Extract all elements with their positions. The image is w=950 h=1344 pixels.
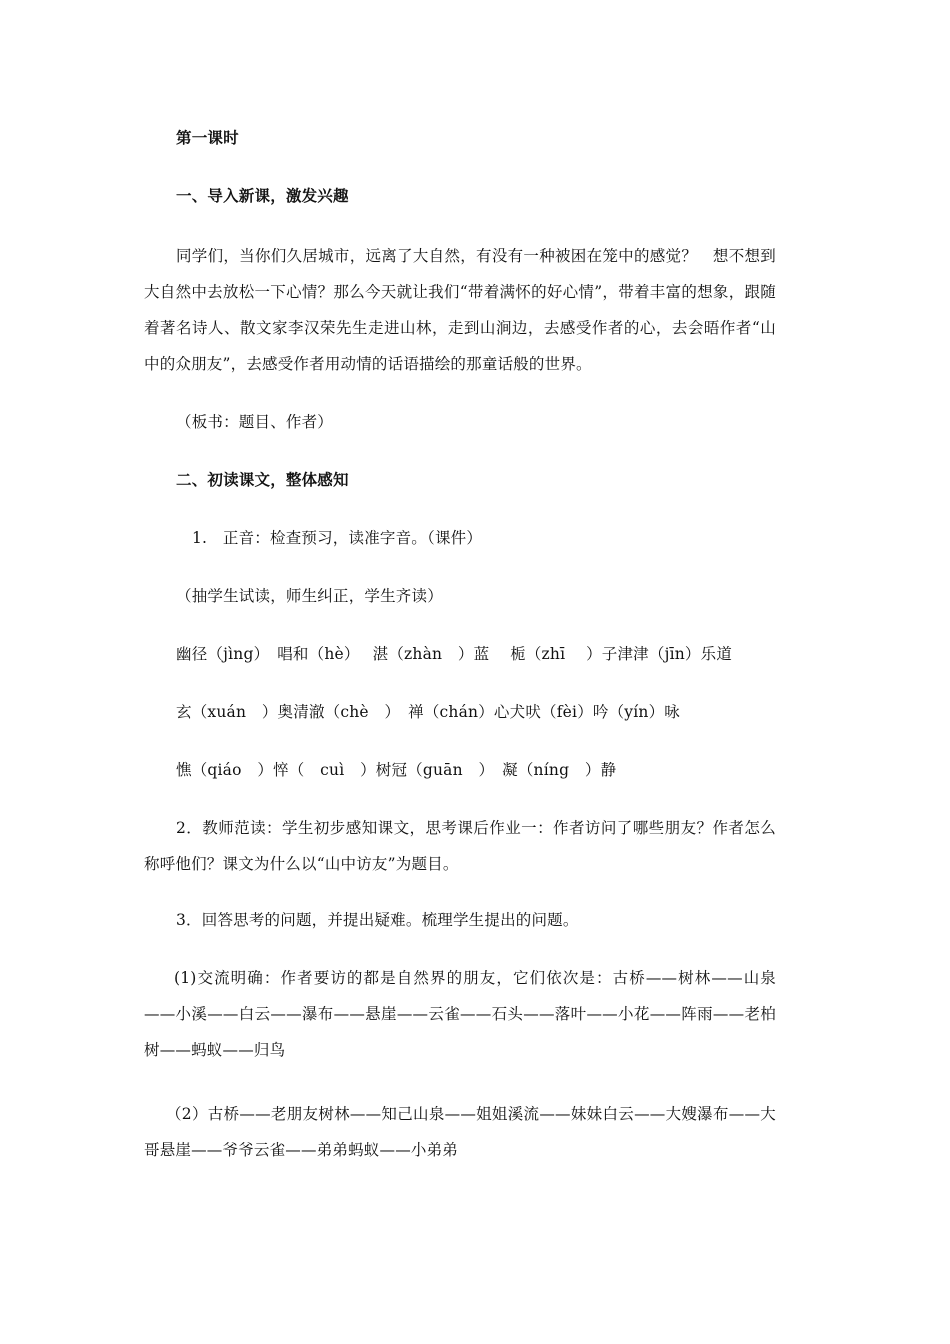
answer-2-friend-names: （2）古桥——老朋友树林——知己山泉——姐姐溪流——妹妹白云——大嫂瀑布——大哥悬崖——爷爷云雀——弟弟蚂蚁——小弟弟: [144, 1105, 776, 1159]
section-heading-1: 一、导入新课，激发兴趣: [176, 186, 349, 205]
step-3-questions: 3．回答思考的问题，并提出疑难。梳理学生提出的问题。: [176, 911, 579, 929]
step-1-note: （抽学生试读，师生纠正，学生齐读）: [176, 587, 443, 605]
answer-1-friends-list: (1)交流明确：作者要访的都是自然界的朋友，它们依次是：古桥——树林——山泉——小溪——白云——瀑布——悬崖——云雀——石头——落叶——小花——阵雨——老柏树——蚂蚁——归鸟: [144, 969, 776, 1059]
step-1-pronunciation: 1. 正音：检查预习，读准字音。（课件）: [192, 529, 483, 547]
lesson-title: 第一课时: [176, 128, 239, 147]
step-2-reading: 2．教师范读：学生初步感知课文，思考课后作业一：作者访问了哪些朋友？作者怎么称呼他们？课文为什么以“山中访友”为题目。: [144, 819, 776, 873]
pinyin-row-2: 玄（xuán ）奥清澈（chè ） 禅（chán）心犬吠（fèi）吟（yín）咏: [176, 703, 680, 721]
section-heading-2: 二、初读课文，整体感知: [176, 470, 349, 489]
pinyin-row-3: 憔（qiáo ）悴（ cuì ）树冠（guān ） 凝（níng ）静: [176, 761, 617, 779]
intro-paragraph: 同学们，当你们久居城市，远离了大自然，有没有一种被困在笼中的感觉？ 想不想到大自然中去放松一下心情？那么今天就让我们“带着满怀的好心情”，带着丰富的想象，跟随着著名诗人、散文家李汉荣先生走进山林，走到山涧边，去感受作者的心，去会晤作者“山中的众朋友”，去感受作者用动情的话语描绘的那童话般的世界。: [144, 247, 776, 373]
pinyin-row-1: 幽径（jìng） 唱和（hè） 湛（zhàn ）蓝 栀（zhī ）子津津（jīn）乐道: [176, 645, 733, 663]
board-note: （板书：题目、作者）: [176, 413, 334, 431]
